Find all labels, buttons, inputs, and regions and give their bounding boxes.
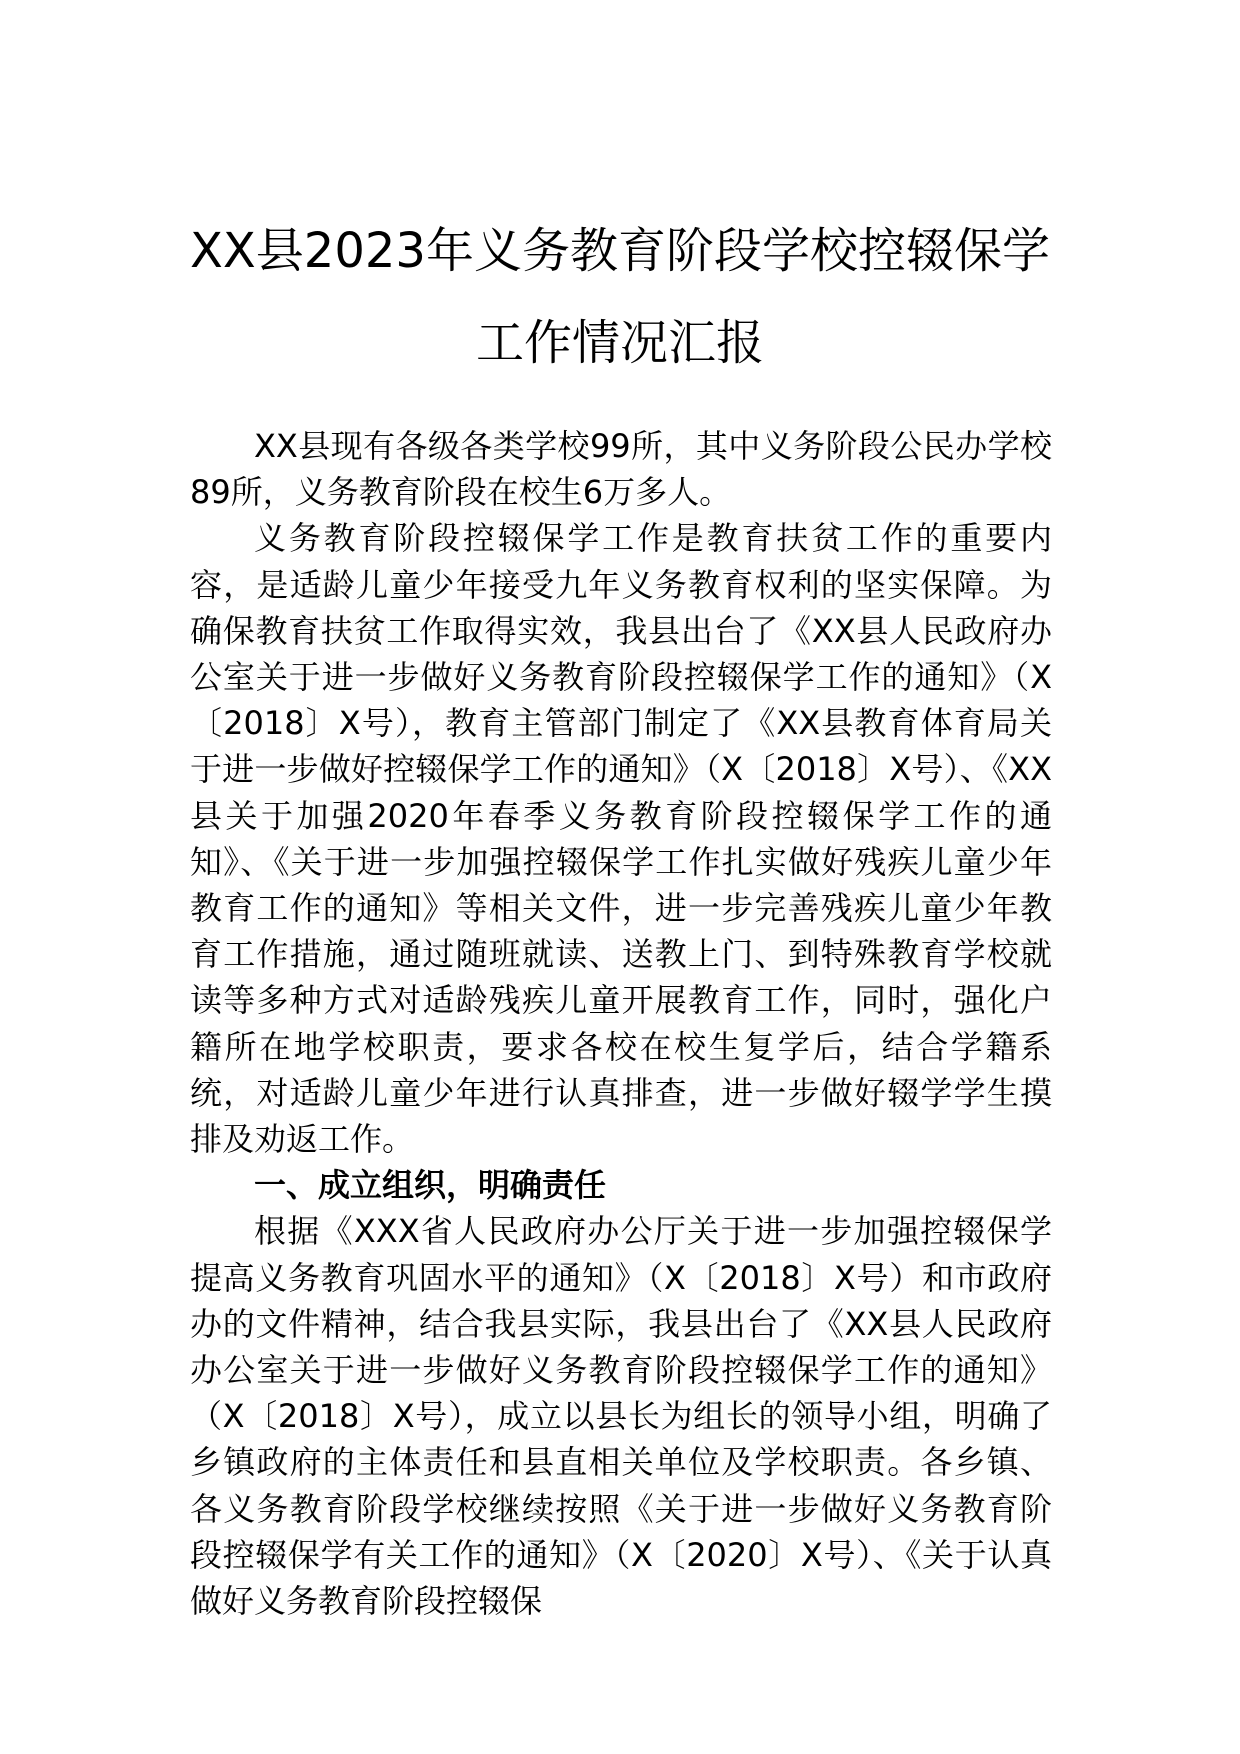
title-line-2: 工作情况汇报 — [475, 315, 764, 371]
policy-paragraph: 义务教育阶段控辍保学工作是教育扶贫工作的重要内容，是适龄儿童少年接受九年义务教育权利的坚实保障。为确保教育扶贫工作取得实效，我县出台了《XX县人民政府办公室关于进一步做好义务教育阶段控辍保学工作的通知》（X〔2018〕X号），教育主管部门制定了《XX县教育体育局关于进一步做好控辍保学工作的通知》（X〔2018〕X号）、《XX县关于加强2020年春季义务教育阶段控辍保学工作的通知》、《关于进一步加强控辍保学工作扎实做好残疾儿童少年教育工作的通知》等相关文件，进一步完善残疾儿童少年教育工作措施，通过随班就读、送教上门、到特殊教育学校就读等多种方式对适龄残疾儿童开展教育工作，同时，强化户籍所在地学校职责，要求各校在校生复学后，结合学籍系统，对适龄儿童少年进行认真排查，进一步做好辍学学生摸排及劝返工作。 — [190, 519, 1052, 1159]
document-body — [190, 423, 1052, 1624]
section-heading-1: 一、成立组织，明确责任 — [254, 1166, 607, 1205]
section-1-paragraph: 根据《XXX省人民政府办公厅关于进一步加强控辍保学提高义务教育巩固水平的通知》（X〔2018〕X号）和市政府办的文件精神，结合我县实际，我县出台了《XX县人民政府办公室关于进一步做好义务教育阶段控辍保学工作的通知》（X〔2018〕X号），成立以县长为组长的领导小组，明确了乡镇政府的主体责任和县直相关单位及学校职责。各乡镇、各义务教育阶段学校继续按照《关于进一步做好义务教育阶段控辍保学有关工作的通知》（X〔2020〕X号）、《关于认真做好义务教育阶段控辍保 — [190, 1212, 1052, 1621]
title-line-1: XX县2023年义务教育阶段学校控辍保学 — [190, 223, 1050, 279]
document-title — [150, 205, 1090, 389]
intro-paragraph: XX县现有各级各类学校99所，其中义务阶段公民办学校89所，义务教育阶段在校生6万多人。 — [190, 427, 1052, 512]
